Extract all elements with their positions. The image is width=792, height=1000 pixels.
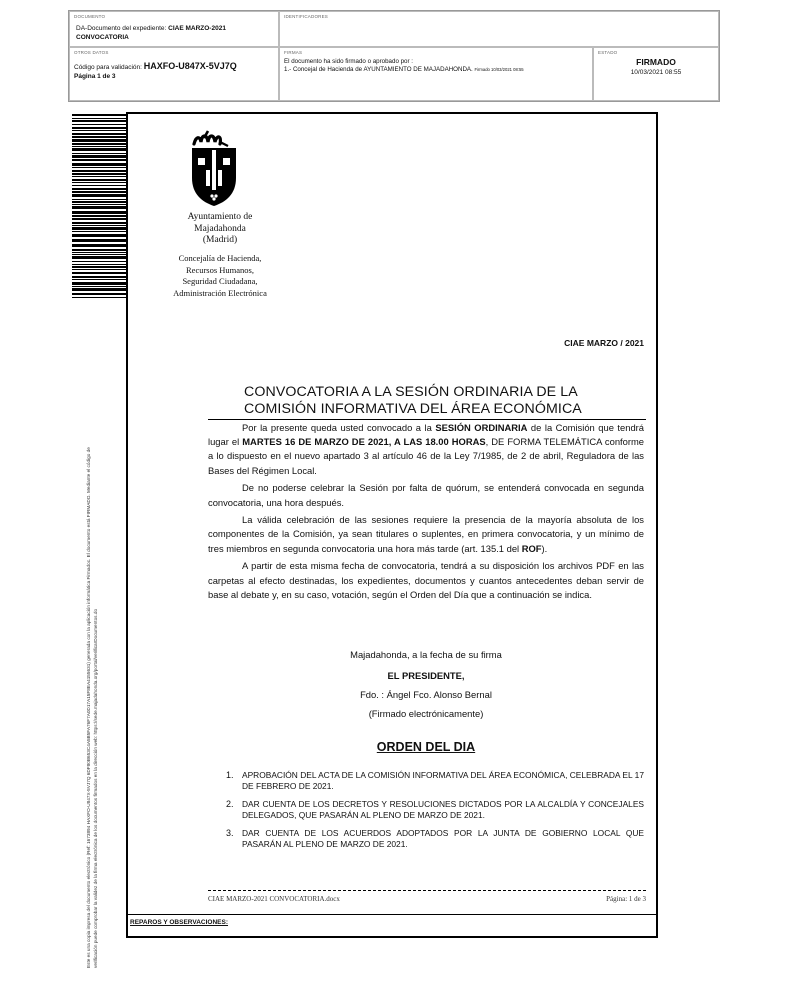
barcode-stripe	[72, 159, 126, 161]
barcode-stripe	[72, 234, 126, 237]
barcode-stripe	[72, 218, 126, 220]
barcode-stripe	[72, 272, 126, 274]
estado-value	[594, 58, 718, 77]
barcode-stripe	[72, 167, 126, 168]
agenda-item	[226, 770, 644, 792]
barcode-stripe	[72, 256, 126, 259]
barcode-stripe	[72, 269, 126, 270]
barcode-stripe	[72, 182, 126, 183]
p1-text-b: SESIÓN ORDINARIA	[435, 422, 528, 433]
agenda-item-number: 2.	[226, 799, 234, 809]
barcode-stripe	[72, 139, 126, 142]
signature-note: (Firmado electrónicamente)	[368, 708, 484, 719]
signature-place: Majadahonda, a la fecha de su firma	[350, 649, 502, 660]
barcode-stripe	[72, 114, 126, 116]
documento-name: CIAE MARZO-2021	[168, 25, 226, 32]
barcode-stripe	[72, 276, 126, 278]
barcode-stripe	[72, 215, 126, 217]
p3-text-a: La válida celebración de las sesiones requiere la presencia de la mayoría absoluta de los componentes de la Comisión, ya sean titulares o suplentes, en primera convocatoria, y un mínimo de tres miembros en segunda convocatoria una hora más tarde (art. 135.1 del	[208, 514, 644, 554]
p1-text-e: , DE FORMA TELEMÁTICA conforme a lo dispuesto en el nuevo apartado 3 al artículo 46 de la Ley 7/1985, de 2 de abril, Reguladora de las Bases del Régimen Local.	[208, 436, 644, 476]
barcode-stripe	[72, 173, 126, 175]
barcode-stripe	[72, 191, 126, 193]
identificadores-cell	[279, 11, 719, 47]
dept-line1: Concejalía de Hacienda,	[178, 253, 262, 263]
barcode-stripe	[72, 225, 126, 226]
signature-role: EL PRESIDENTE,	[387, 670, 465, 681]
barcode-stripe	[72, 118, 126, 119]
barcode-stripe	[72, 264, 126, 265]
barcode-stripe	[72, 146, 126, 147]
documento-value	[76, 24, 276, 42]
document-reference: CIAE MARZO / 2021	[564, 338, 644, 348]
identificadores-label: IDENTIFICADORES	[284, 14, 329, 19]
barcode-stripe	[72, 249, 126, 251]
barcode-stripe	[72, 176, 126, 177]
paragraph-1	[208, 421, 644, 478]
sidetext-line2: verificación puede comprobar la validez de la firma electrónica de los documentos firmados en la dirección web: https://sede.majadahonda.org/portal/verificarDocumentos.do	[92, 608, 98, 968]
barcode-stripe	[72, 297, 126, 298]
reparos-section: REPAROS Y OBSERVACIONES:	[126, 914, 658, 938]
barcode-stripe	[72, 206, 126, 209]
agenda-title: ORDEN DEL DIA	[376, 740, 476, 754]
agenda-item-number: 3.	[226, 828, 234, 838]
barcode-stripe	[72, 261, 126, 262]
agenda-item	[226, 828, 644, 850]
org-name	[152, 212, 288, 247]
paragraph-4: A partir de esta misma fecha de convocatoria, tendrá a su disposición los archivos PDF en las carpetas al efecto destinadas, los expedientes, documentos y cuantos antecedentes deban servir de base al debate y, en su caso, votación, según el Orden del Día que a continuación se indica.	[208, 560, 644, 600]
estado-label: ESTADO	[598, 50, 618, 55]
barcode-stripe	[72, 254, 126, 255]
document-header	[68, 10, 720, 102]
barcode-stripe	[72, 185, 126, 186]
barcode-stripe	[72, 211, 126, 214]
agenda-item-number: 1.	[226, 770, 234, 780]
codigo-prefix: Código para validación:	[74, 64, 144, 71]
barcode-stripe	[72, 120, 126, 122]
barcode-stripe	[72, 143, 126, 145]
barcode-stripe	[72, 266, 126, 268]
coat-of-arms-icon	[186, 128, 242, 208]
barcode-stripe	[72, 170, 126, 172]
p1-text-a: Por la presente queda usted convocado a la	[242, 422, 436, 433]
barcode-stripe	[72, 153, 126, 154]
p3-text-b: ROF	[521, 542, 542, 554]
agenda-item-text: APROBACIÓN DEL ACTA DE LA COMISIÓN INFORMATIVA DEL ÁREA ECONÓMICA, CELEBRADA EL 17 DE FEBRERO DE 2021.	[242, 770, 644, 791]
barcode-stripe	[72, 201, 126, 203]
footer-page: Página: 1 de 3	[606, 895, 646, 903]
barcode-stripe	[72, 293, 126, 295]
barcode-stripe	[72, 282, 126, 285]
barcode-stripe	[72, 244, 126, 247]
estado-date: 10/03/2021 08:55	[630, 69, 682, 76]
firmas-date: Firmado 10/03/2021 08:55	[474, 67, 524, 72]
agenda-item-text: DAR CUENTA DE LOS ACUERDOS ADOPTADOS POR LA JUNTA DE GOBIERNO LOCAL QUE PASARÁN AL PLENO DE MARZO DE 2021.	[242, 828, 644, 849]
org-line1: Ayuntamiento de	[187, 212, 253, 222]
dept-line2: Recursos Humanos,	[186, 264, 254, 275]
barcode-stripe	[72, 136, 126, 138]
barcode-stripe	[72, 239, 126, 242]
verification-sidetext	[86, 308, 99, 968]
barcode-stripe	[72, 133, 126, 135]
barcode-stripe	[72, 286, 126, 287]
barcode-icon	[72, 114, 126, 304]
barcode-stripe	[72, 148, 126, 151]
agenda-list	[226, 770, 644, 857]
firmas-cell	[279, 47, 593, 101]
otros-datos-cell	[69, 47, 279, 101]
paragraph-3	[208, 513, 644, 556]
firmas-line1: El documento ha sido firmado o aprobado por :	[284, 58, 413, 65]
org-department	[152, 253, 288, 299]
dept-line3: Seguridad Ciudadana,	[182, 276, 258, 286]
barcode-stripe	[72, 194, 126, 197]
p1-text-d: MARTES 16 DE MARZO DE 2021, A LAS 18.00 HORAS	[242, 436, 486, 448]
barcode-stripe	[72, 279, 126, 280]
sidetext-line1: Este es una copia impresa del documento electrónico (Ref: 1673894 HAXFO-U847X-5VJ7Q 6DF80B653C4A5B5FA76F7A0D17A15F8EA4155631) generada con la aplicación informática Firmadoc. El documento está FIRMADO. Mediante el código de	[86, 447, 91, 968]
barcode-stripe	[72, 204, 126, 205]
barcode-stripe	[72, 124, 126, 125]
estado-status: FIRMADO	[636, 57, 676, 67]
p1-text-c: de la Comisión que tendrá lugar el	[208, 422, 645, 448]
paragraph-2: De no poderse celebrar la Sesión por falta de quórum, se entenderá convocada en segunda convocatoria, una hora después.	[208, 482, 644, 508]
footer-filename: CIAE MARZO-2021 CONVOCATORIA.docx	[208, 895, 340, 903]
footer-rule	[208, 890, 646, 891]
barcode-stripe	[72, 227, 126, 230]
barcode-stripe	[72, 155, 126, 158]
org-line2: Majadahonda	[194, 223, 246, 234]
barcode-stripe	[72, 222, 126, 224]
barcode-stripe	[72, 163, 126, 166]
barcode-stripe	[72, 179, 126, 181]
codigo-validacion	[74, 62, 278, 81]
title-line2: COMISIÓN INFORMATIVA DEL ÁREA ECONÓMICA	[244, 401, 582, 417]
document-title	[244, 384, 646, 418]
otros-datos-label: OTROS DATOS	[74, 50, 109, 55]
dept-line4: Administración Electrónica	[173, 287, 267, 298]
agenda-item	[226, 799, 644, 821]
signature-name: Fdo. : Ángel Fco. Alonso Bernal	[360, 689, 492, 700]
p3-text-c: ).	[541, 542, 548, 554]
pagina-indicator: Página 1 de 3	[74, 73, 116, 80]
documento-prefix: DA-Documento del expediente:	[76, 25, 169, 32]
firmas-line2: 1.- Concejal de Hacienda de AYUNTAMIENTO DE MAJADAHONDA.	[284, 66, 473, 73]
barcode-stripe	[72, 130, 126, 131]
firmas-value	[284, 58, 590, 74]
title-underline	[208, 419, 646, 420]
documento-name2: CONVOCATORIA	[76, 34, 129, 41]
documento-label: DOCUMENTO	[74, 14, 106, 19]
barcode-stripe	[72, 288, 126, 291]
documento-cell	[69, 11, 279, 47]
document-body	[208, 421, 644, 605]
barcode-stripe	[72, 231, 126, 232]
barcode-stripe	[72, 188, 126, 190]
estado-cell	[593, 47, 719, 101]
agenda-item-text: DAR CUENTA DE LOS DECRETOS Y RESOLUCIONES DICTADOS POR LA ALCALDÍA Y CONCEJALES DELEGADOS, QUE PASARÁN AL PLENO DE MARZO DE 2021.	[242, 799, 644, 820]
firmas-label: FIRMAS	[284, 50, 303, 55]
barcode-stripe	[72, 127, 126, 129]
barcode-stripe	[72, 199, 126, 200]
org-line3: (Madrid)	[202, 235, 238, 245]
barcode-stripe	[72, 252, 126, 253]
title-line1: CONVOCATORIA A LA SESIÓN ORDINARIA DE LA	[244, 384, 578, 400]
codigo-value[interactable]: HAXFO-U847X-5VJ7Q	[143, 61, 237, 71]
